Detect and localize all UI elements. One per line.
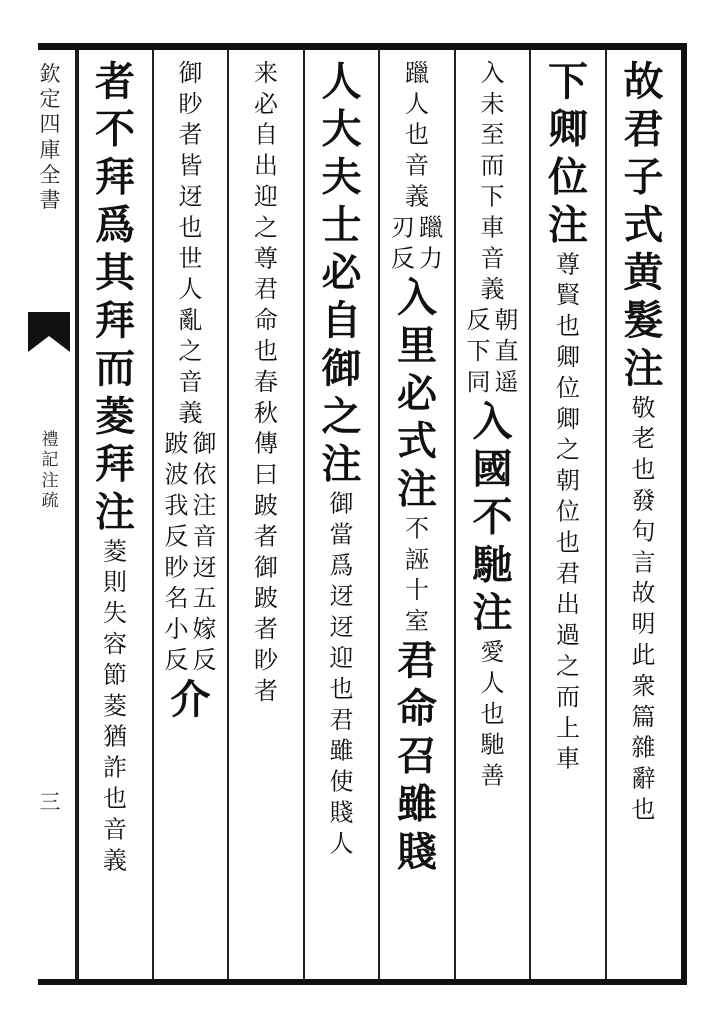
note-char: 跛	[164, 429, 189, 458]
column-rule	[152, 50, 154, 979]
note-char: 尊	[556, 250, 580, 279]
main-char: 介	[170, 675, 211, 723]
note-char: 至	[480, 120, 505, 149]
annotation-line	[254, 58, 278, 707]
note-char: 反	[391, 244, 415, 273]
note-char: 君	[329, 705, 354, 734]
text-column	[611, 58, 677, 970]
note-char: 嫁	[192, 615, 217, 644]
note-char: 反	[192, 646, 217, 674]
main-char: 者	[95, 58, 135, 105]
margin-char: 注	[41, 470, 59, 491]
note-char: 上	[556, 713, 580, 742]
main-char: 君	[397, 637, 437, 684]
note-char: 迎	[254, 182, 278, 211]
frame-top-border	[38, 43, 687, 50]
text-column	[82, 58, 148, 970]
note-char: 反	[164, 522, 189, 551]
margin-page-number	[30, 790, 70, 815]
note-char: 朝	[556, 466, 580, 495]
annotation-line	[556, 249, 580, 774]
note-char: 名	[164, 584, 189, 613]
note-char: 躐	[405, 58, 429, 87]
main-char: 必	[321, 249, 362, 297]
column-rule	[605, 50, 607, 979]
main-char: 大	[321, 105, 362, 153]
note-char: 之	[556, 652, 580, 680]
column-rule	[378, 50, 380, 979]
annotation-line	[481, 637, 505, 791]
main-char: 其	[95, 249, 135, 297]
note-char: 迓	[178, 182, 203, 211]
note-char: 卿	[556, 343, 580, 371]
note-char: 御	[329, 489, 354, 518]
note-char: 當	[329, 520, 354, 549]
main-char: 注	[95, 488, 135, 536]
text-column	[535, 58, 601, 970]
annotation-line	[405, 58, 429, 212]
note-char: 音	[405, 151, 429, 180]
note-char: 而	[556, 682, 580, 711]
main-char: 而	[95, 345, 135, 392]
note-char: 者	[254, 522, 278, 551]
note-char: 之	[556, 435, 580, 464]
note-char: 未	[480, 89, 505, 118]
note-char: 位	[556, 497, 580, 526]
margin-char: 禮	[41, 430, 59, 450]
annotation-line	[165, 429, 189, 676]
note-char: 之	[254, 213, 278, 242]
main-char: 拜	[95, 153, 135, 201]
note-char: 賢	[556, 281, 580, 310]
note-char: 反	[164, 646, 189, 674]
main-char: 雖	[397, 780, 437, 828]
note-char: 者	[254, 615, 278, 644]
text-column	[460, 58, 526, 970]
note-char: 義	[178, 398, 203, 427]
note-char: 命	[254, 306, 278, 335]
annotation-line	[405, 513, 429, 637]
note-char: 跛	[254, 491, 278, 520]
main-char: 自	[321, 297, 362, 345]
note-char: 反	[466, 306, 491, 335]
note-char: 則	[103, 568, 127, 597]
note-char: 車	[480, 213, 505, 242]
note-char: 我	[164, 491, 189, 520]
note-char: 跛	[254, 584, 278, 613]
note-char: 波	[164, 460, 189, 489]
main-char: 不	[95, 105, 135, 153]
main-char: 菱	[95, 392, 135, 440]
note-char: 尊	[254, 244, 278, 273]
main-char: 注	[472, 589, 513, 637]
main-char: 子	[623, 153, 664, 201]
annotation	[405, 513, 429, 637]
note-char: 依	[192, 460, 217, 489]
annotation	[254, 58, 278, 707]
note-char: 位	[556, 373, 580, 402]
note-char: 君	[254, 275, 278, 304]
note-char: 朝	[494, 306, 519, 335]
margin-char: 書	[39, 187, 61, 212]
note-char: 愛	[480, 638, 505, 666]
note-char: 刃	[391, 213, 415, 242]
main-char: 注	[548, 201, 588, 249]
note-char: 善	[480, 761, 505, 790]
main-text	[392, 637, 442, 876]
main-char: 里	[397, 322, 437, 369]
main-char: 命	[397, 684, 437, 732]
note-char: 御	[178, 58, 203, 87]
column-rule	[454, 50, 456, 979]
note-char: 秋	[254, 398, 278, 427]
note-char: 敬	[631, 393, 656, 422]
note-char: 節	[103, 661, 127, 689]
note-char: 同	[466, 367, 491, 396]
annotation	[179, 58, 203, 429]
note-char: 皆	[178, 151, 203, 180]
note-char: 入	[480, 58, 505, 87]
text-column	[233, 58, 299, 970]
main-char: 故	[623, 58, 664, 105]
note-char: 注	[192, 491, 217, 520]
note-char: 来	[254, 58, 278, 87]
note-char: 容	[103, 630, 127, 659]
note-char: 眇	[178, 89, 203, 118]
note-char: 也	[556, 312, 580, 341]
annotation-line	[193, 429, 217, 676]
annotation-line	[419, 212, 443, 274]
frame-bottom-border	[38, 979, 687, 985]
annotation	[481, 58, 505, 305]
annotation-line	[103, 536, 127, 876]
note-char: 也	[480, 699, 505, 728]
note-char: 車	[556, 744, 580, 773]
note-char: 衆	[631, 671, 656, 700]
column-rule	[529, 50, 531, 979]
note-char: 句	[631, 517, 656, 546]
main-char: 拜	[95, 440, 135, 488]
margin-title	[30, 62, 70, 213]
note-char: 義	[103, 846, 127, 875]
note-char: 辭	[631, 764, 656, 793]
note-char: 猶	[103, 722, 127, 751]
note-char: 迓	[329, 582, 354, 611]
note-char: 而	[480, 151, 505, 180]
main-char: 人	[321, 58, 362, 105]
note-char: 遥	[494, 367, 519, 396]
note-char: 發	[631, 486, 656, 515]
main-char: 士	[321, 201, 362, 249]
note-char: 傳	[254, 429, 278, 458]
note-char: 眇	[254, 646, 278, 674]
note-char: 躐	[419, 213, 443, 242]
note-char: 篇	[631, 702, 656, 731]
note-char: 出	[556, 590, 580, 619]
note-char: 音	[103, 815, 127, 844]
main-char: 必	[397, 369, 437, 417]
text-column	[158, 58, 224, 970]
note-char: 亂	[178, 306, 203, 335]
note-char: 小	[164, 615, 189, 644]
main-char: 注	[397, 465, 437, 513]
main-char: 君	[623, 105, 664, 153]
main-char: 不	[472, 493, 513, 541]
annotation	[165, 429, 217, 676]
note-char: 不	[405, 514, 429, 543]
note-char: 者	[178, 120, 203, 149]
note-char: 菱	[103, 691, 127, 720]
note-char: 也	[405, 120, 429, 149]
main-char: 入	[472, 397, 513, 445]
note-char: 迓	[329, 613, 354, 642]
note-char: 迓	[192, 553, 217, 582]
annotation-line	[391, 212, 415, 274]
note-char: 爲	[329, 551, 354, 580]
note-char: 故	[631, 579, 656, 608]
column-rule	[227, 50, 229, 979]
note-char: 自	[254, 120, 278, 149]
main-char: 下	[548, 58, 588, 105]
column-rule	[303, 50, 305, 979]
note-char: 十	[405, 576, 429, 605]
note-char: 詐	[103, 753, 127, 782]
note-char: 誣	[405, 545, 429, 574]
annotation-line	[467, 305, 491, 398]
note-char: 雖	[329, 736, 354, 765]
note-char: 使	[329, 767, 354, 796]
note-char: 眇	[164, 553, 189, 582]
note-char: 菱	[103, 537, 127, 566]
annotation	[467, 305, 519, 398]
main-char: 入	[397, 274, 437, 322]
note-char: 雜	[631, 733, 656, 762]
note-char: 人	[329, 829, 354, 858]
fishtail-mark-icon	[28, 312, 70, 352]
note-char: 下	[480, 182, 505, 211]
annotation-line	[495, 305, 519, 398]
main-text	[90, 58, 140, 536]
main-text	[468, 398, 518, 637]
note-char: 力	[419, 244, 443, 273]
annotation	[405, 58, 429, 212]
annotation	[391, 212, 443, 274]
note-char: 必	[254, 89, 278, 118]
main-text	[166, 676, 216, 724]
main-char: 式	[397, 417, 437, 465]
note-char: 君	[556, 559, 580, 588]
note-char: 卿	[556, 404, 580, 433]
margin-char: 四	[39, 112, 61, 137]
note-char: 也	[178, 213, 203, 242]
margin-char: 全	[39, 162, 61, 187]
main-char: 黄	[623, 249, 664, 297]
note-char: 人	[178, 275, 203, 304]
annotation	[481, 637, 505, 791]
main-char: 御	[321, 345, 362, 392]
frame-right-border	[681, 43, 687, 985]
note-char: 明	[631, 610, 656, 639]
note-char: 室	[405, 607, 429, 636]
note-char: 御	[192, 429, 217, 458]
main-text	[392, 274, 442, 513]
note-char: 義	[480, 275, 505, 304]
note-char: 人	[405, 89, 429, 118]
note-char: 春	[254, 367, 278, 396]
main-char: 國	[472, 445, 513, 493]
note-char: 賤	[329, 798, 354, 827]
main-char: 卿	[548, 105, 588, 153]
annotation	[103, 536, 127, 876]
note-char: 五	[192, 584, 217, 613]
main-text	[317, 58, 367, 489]
annotation	[556, 249, 580, 774]
note-char: 人	[480, 668, 505, 697]
note-char: 音	[178, 367, 203, 396]
margin-char: 疏	[41, 491, 59, 512]
text-column	[384, 58, 450, 970]
annotation	[632, 393, 656, 826]
margin-char: 記	[41, 450, 59, 471]
note-char: 此	[631, 641, 656, 669]
note-char: 也	[329, 674, 354, 703]
note-char: 出	[254, 151, 278, 180]
annotation-line	[481, 58, 505, 305]
annotation-line	[632, 393, 656, 826]
note-char: 世	[178, 244, 203, 273]
text-column	[309, 58, 375, 970]
main-char: 髮	[623, 297, 664, 345]
main-char: 夫	[321, 153, 362, 201]
main-char: 注	[623, 345, 664, 392]
note-char: 迎	[329, 644, 354, 672]
note-char: 音	[192, 522, 217, 551]
annotation-line	[330, 489, 354, 860]
note-char: 音	[480, 244, 505, 273]
note-char: 直	[494, 337, 519, 365]
main-char: 賤	[397, 828, 437, 876]
note-char: 過	[556, 621, 580, 650]
note-char: 也	[631, 455, 656, 484]
main-char: 爲	[95, 201, 135, 249]
margin-book-title	[30, 430, 70, 512]
main-char: 注	[321, 440, 362, 488]
note-char: 曰	[254, 460, 278, 489]
note-char: 御	[254, 553, 278, 582]
note-char: 言	[631, 548, 656, 577]
margin-char: 三	[39, 790, 61, 814]
main-char: 拜	[95, 297, 135, 345]
note-char: 馳	[480, 730, 505, 759]
main-char: 馳	[472, 541, 513, 589]
note-char: 下	[466, 337, 491, 365]
note-char: 老	[631, 424, 656, 453]
main-text	[619, 58, 669, 393]
annotation	[330, 489, 354, 860]
main-char: 召	[397, 732, 437, 780]
main-char: 式	[623, 201, 664, 249]
note-char: 義	[405, 182, 429, 211]
margin-char: 欽	[39, 62, 61, 86]
main-text	[543, 58, 593, 249]
note-char: 也	[631, 795, 656, 824]
margin-char: 定	[39, 87, 61, 112]
note-char: 之	[178, 337, 203, 365]
note-char: 也	[556, 528, 580, 557]
note-char: 失	[103, 599, 127, 628]
note-char: 也	[103, 784, 127, 813]
note-char: 者	[254, 676, 278, 705]
margin-char: 庫	[39, 137, 61, 162]
column-rule	[76, 50, 78, 979]
main-char: 之	[321, 392, 362, 440]
annotation-line	[179, 58, 203, 429]
main-char: 位	[548, 153, 588, 201]
note-char: 也	[254, 337, 278, 365]
